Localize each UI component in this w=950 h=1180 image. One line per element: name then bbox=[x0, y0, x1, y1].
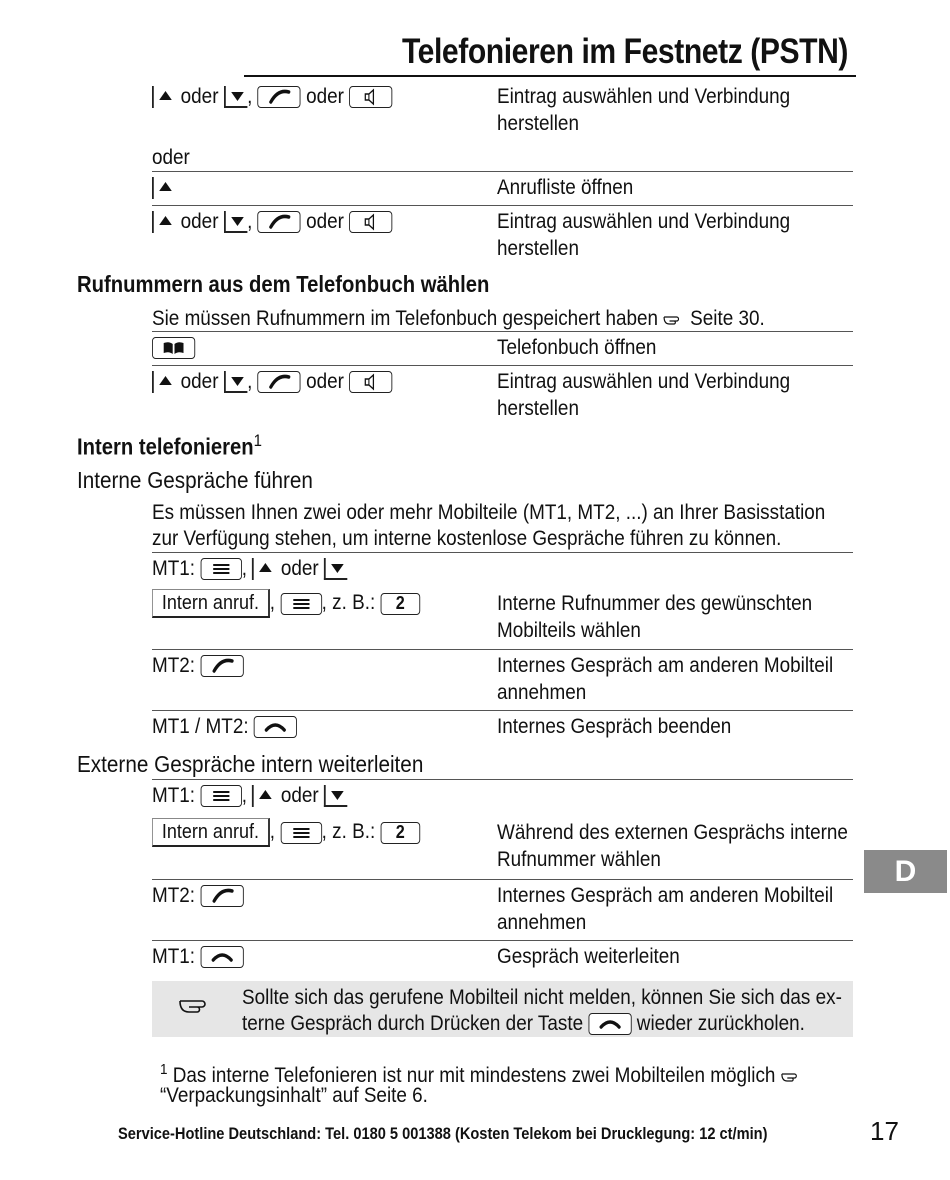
instruction-description: Telefonbuch öffnen bbox=[497, 336, 657, 359]
page-number: 17 bbox=[870, 1116, 899, 1146]
comma-text: , bbox=[269, 820, 276, 844]
key-sequence-row bbox=[152, 943, 244, 970]
section-heading: Rufnummern aus dem Telefonbuch wählen bbox=[77, 271, 490, 297]
row-divider bbox=[152, 205, 853, 206]
row-divider bbox=[152, 649, 853, 650]
instruction-description: Internes Gespräch am anderen Mobilteil annehmen bbox=[497, 654, 834, 704]
section-intro-line: Es müssen Ihnen zwei oder mehr Mobilteile (MT1, MT2, ...) an Ihrer Basisstation bbox=[152, 501, 826, 524]
page-reference: Seite 30. bbox=[690, 307, 765, 330]
down-arrow-key-icon bbox=[224, 86, 247, 108]
speaker-key-icon bbox=[349, 211, 392, 233]
oder-text: oder bbox=[306, 370, 344, 393]
example-text: , z. B.: bbox=[321, 820, 376, 844]
up-arrow-key-icon bbox=[152, 371, 175, 393]
footer-hotline: Service-Hotline Deutschland: Tel. 0180 5 001388 (Kosten Telekom bei Drucklegung: 12 ct/min) bbox=[118, 1124, 768, 1143]
comma-text: , bbox=[241, 557, 247, 580]
oder-text: oder bbox=[180, 370, 219, 393]
key-sequence-row bbox=[152, 589, 420, 618]
speaker-key-icon bbox=[349, 86, 392, 108]
instruction-description: Eintrag auswählen und Verbindung herstellen bbox=[497, 370, 791, 420]
up-arrow-key-icon bbox=[152, 211, 175, 233]
oder-text: oder bbox=[180, 210, 219, 233]
note-text: terne Gespräch durch Drücken der Taste bbox=[242, 1012, 584, 1035]
menu-key-icon bbox=[280, 593, 321, 615]
oder-line: oder bbox=[152, 146, 190, 169]
row-divider bbox=[152, 710, 853, 711]
key-sequence-row bbox=[152, 818, 420, 847]
digit-key-2: 2 bbox=[381, 822, 421, 844]
note-box bbox=[152, 981, 853, 1037]
key-sequence-row bbox=[152, 555, 347, 582]
row-divider bbox=[152, 171, 853, 172]
oder-text: oder bbox=[280, 784, 319, 807]
intro-text: Sie müssen Rufnummern im Telefonbuch gespeichert haben bbox=[152, 307, 659, 330]
pointing-hand-icon bbox=[178, 993, 216, 1015]
note-text: wieder zurückholen. bbox=[636, 1012, 805, 1035]
footnote-marker: 1 bbox=[253, 431, 262, 450]
section-intro bbox=[152, 305, 765, 332]
end-call-key-icon bbox=[254, 716, 297, 738]
call-key-icon bbox=[258, 371, 301, 393]
down-arrow-key-icon bbox=[224, 211, 247, 233]
call-key-icon bbox=[258, 211, 301, 233]
key-sequence-row bbox=[152, 882, 244, 909]
key-sequence-row bbox=[152, 782, 347, 809]
section-heading bbox=[77, 431, 262, 461]
comma-text: , bbox=[247, 85, 253, 108]
key-sequence-row bbox=[152, 174, 175, 201]
subsection-heading: Externe Gespräche intern weiterleiten bbox=[77, 751, 424, 777]
key-sequence-row bbox=[152, 83, 392, 110]
language-tab: D bbox=[864, 850, 947, 893]
call-key-icon bbox=[200, 655, 243, 677]
call-key-icon bbox=[258, 86, 301, 108]
instruction-description: Eintrag auswählen und Verbindung herstellen bbox=[497, 85, 791, 135]
instruction-description: Gespräch weiterleiten bbox=[497, 945, 680, 968]
oder-text: oder bbox=[306, 85, 344, 108]
row-divider bbox=[152, 940, 853, 941]
comma-text: , bbox=[241, 784, 247, 807]
comma-text: , bbox=[247, 370, 253, 393]
comma-text: , bbox=[247, 210, 253, 233]
key-sequence-row bbox=[152, 713, 297, 740]
row-divider bbox=[152, 552, 853, 553]
title-rule bbox=[244, 75, 856, 77]
pointing-hand-icon bbox=[781, 1069, 803, 1083]
menu-key-icon bbox=[200, 785, 241, 807]
section-intro-line: zur Verfügung stehen, um interne kostenlose Gespräche führen zu können. bbox=[152, 527, 782, 550]
oder-text: oder bbox=[280, 557, 319, 580]
handset-label: MT1: bbox=[152, 557, 196, 580]
heading-text: Intern telefonieren bbox=[77, 433, 254, 460]
instruction-description: Internes Gespräch beenden bbox=[497, 715, 732, 738]
down-arrow-key-icon bbox=[224, 371, 247, 393]
instruction-description: Internes Gespräch am anderen Mobilteil annehmen bbox=[497, 884, 834, 934]
footnote-text: Das interne Telefonieren ist nur mit mindestens zwei Mobilteilen möglich bbox=[172, 1064, 776, 1087]
handset-label: MT1: bbox=[152, 784, 196, 807]
key-sequence-row bbox=[152, 208, 392, 235]
softkey-intern-anruf: Intern anruf. bbox=[152, 818, 270, 847]
row-divider bbox=[152, 879, 853, 880]
handset-label: MT1 / MT2: bbox=[152, 715, 249, 738]
up-arrow-key-icon bbox=[152, 86, 175, 108]
subsection-heading: Interne Gespräche führen bbox=[77, 467, 313, 493]
key-sequence-row bbox=[152, 368, 392, 395]
note-text-line bbox=[242, 1010, 805, 1037]
down-arrow-key-icon bbox=[324, 558, 347, 580]
softkey-intern-anruf: Intern anruf. bbox=[152, 589, 270, 618]
comma-text: , bbox=[269, 591, 276, 615]
instruction-description: Interne Rufnummer des gewünschten Mobilteils wählen bbox=[497, 592, 813, 642]
down-arrow-key-icon bbox=[324, 785, 347, 807]
handset-label: MT2: bbox=[152, 654, 196, 677]
digit-key-2: 2 bbox=[381, 593, 421, 615]
footnote-line: “Verpackungsinhalt” auf Seite 6. bbox=[160, 1084, 428, 1107]
example-text: , z. B.: bbox=[321, 591, 376, 615]
up-arrow-key-icon bbox=[252, 558, 275, 580]
menu-key-icon bbox=[200, 558, 241, 580]
page-title: Telefonieren im Festnetz (PSTN) bbox=[401, 32, 848, 71]
speaker-key-icon bbox=[349, 371, 392, 393]
instruction-description: Eintrag auswählen und Verbindung herstellen bbox=[497, 210, 791, 260]
instruction-description: Anrufliste öffnen bbox=[497, 176, 634, 199]
phonebook-key-icon bbox=[152, 337, 195, 359]
key-sequence-row bbox=[152, 652, 244, 679]
row-divider bbox=[152, 331, 853, 332]
end-call-key-icon bbox=[588, 1013, 631, 1035]
handset-label: MT2: bbox=[152, 884, 196, 907]
end-call-key-icon bbox=[200, 946, 243, 968]
instruction-description: Während des externen Gesprächs interne Rufnummer wählen bbox=[497, 821, 848, 871]
handset-label: MT1: bbox=[152, 945, 196, 968]
up-arrow-key-icon bbox=[252, 785, 275, 807]
call-key-icon bbox=[200, 885, 243, 907]
oder-text: oder bbox=[306, 210, 344, 233]
row-divider bbox=[152, 365, 853, 366]
menu-key-icon bbox=[280, 822, 321, 844]
oder-text: oder bbox=[180, 85, 219, 108]
key-sequence-row bbox=[152, 334, 195, 361]
row-divider bbox=[152, 779, 853, 780]
pointing-hand-icon bbox=[663, 312, 685, 326]
note-text-line: Sollte sich das gerufene Mobilteil nicht melden, können Sie sich das ex- bbox=[242, 986, 842, 1009]
up-arrow-key-icon bbox=[152, 177, 175, 199]
footnote-marker: 1 bbox=[160, 1061, 168, 1078]
